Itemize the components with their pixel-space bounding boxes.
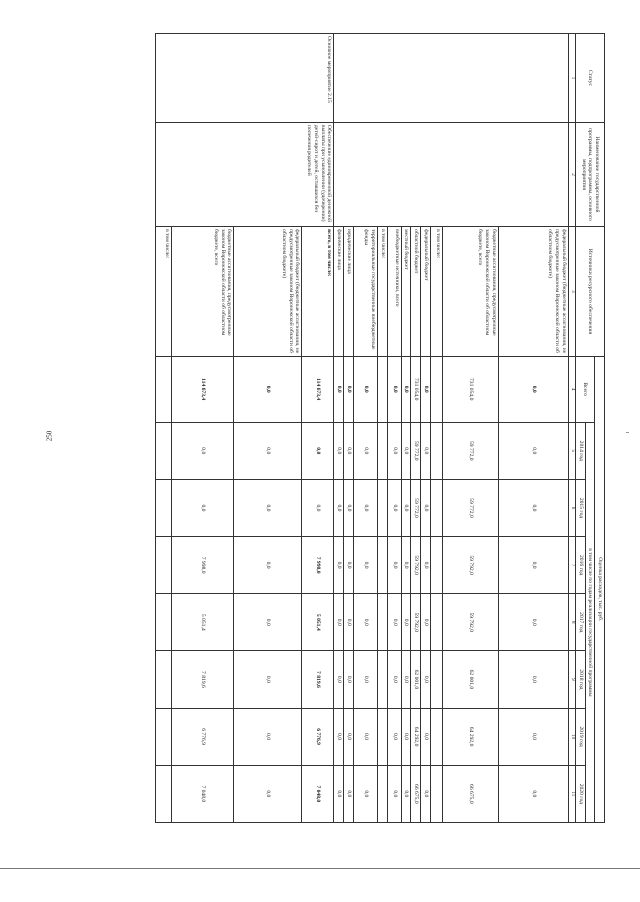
year-value-cell: 0,0 [302,479,334,536]
year-value-cell: 59 792,0 [442,594,498,651]
year-value-cell: 0,0 [498,708,568,765]
year-value-cell: 0,0 [401,651,411,708]
total-cell [156,356,172,422]
source-cell: физические лица [334,227,344,357]
column-number: 8 [568,594,575,651]
year-value-cell: 6 776,9 [172,708,234,765]
scan-mark [626,432,629,433]
year-value-cell: 0,0 [421,765,431,822]
year-value-cell: 0,0 [387,594,401,651]
year-value-cell: 0,0 [353,479,377,536]
year-value-cell: 0,0 [498,594,568,651]
total-cell: 114 673,4 [172,356,234,422]
year-value-cell: 0,0 [172,479,234,536]
source-cell: федеральный бюджет [421,227,431,357]
year-value-cell [430,479,442,536]
header-year: 2020 год [575,765,585,822]
source-cell: бюджетные ассигнования, предусмотренные законом Воронежской области об областном бюджете, всего [172,227,234,357]
year-value-cell: 59 792,0 [442,537,498,594]
column-number: 11 [568,765,575,822]
year-value-cell: 5 051,4 [172,594,234,651]
year-value-cell: 0,0 [401,765,411,822]
year-value-cell: 0,0 [421,537,431,594]
year-value-cell: 0,0 [401,479,411,536]
year-value-cell: 0,0 [498,537,568,594]
year-value-cell: 59 772,0 [411,479,421,536]
year-value-cell: 59 772,0 [442,422,498,479]
year-value-cell: 7 819,6 [172,651,234,708]
year-value-cell: 0,0 [344,651,354,708]
year-value-cell: 0,0 [353,422,377,479]
budget-table [155,33,605,823]
year-value-cell: 0,0 [334,594,344,651]
year-value-cell [377,594,387,651]
year-value-cell: 62 001,0 [411,651,421,708]
year-value-cell: 0,0 [387,651,401,708]
total-cell: 0,0 [344,356,354,422]
column-number: 9 [568,651,575,708]
year-value-cell: 6 776,9 [302,708,334,765]
column-number: 3 [568,227,575,357]
source-cell: в том числе: [430,227,442,357]
year-value-cell: 0,0 [234,651,302,708]
year-value-cell: 0,0 [344,422,354,479]
source-cell: федеральный бюджет (бюджетные ассигнования, не предусмотренные законом Воронежской области об областном бюджете) [234,227,302,357]
year-value-cell: 0,0 [387,479,401,536]
total-cell: 0,0 [387,356,401,422]
total-cell: 114 673,4 [302,356,334,422]
year-value-cell [430,708,442,765]
total-cell [377,356,387,422]
total-cell [430,356,442,422]
year-value-cell: 0,0 [421,422,431,479]
column-number: 2 [568,122,575,226]
status-cell [334,34,569,123]
column-number: 5 [568,422,575,479]
column-number: 7 [568,537,575,594]
total-cell: 0,0 [334,356,344,422]
year-value-cell [377,765,387,822]
rotated-table-wrapper [105,33,605,823]
year-value-cell: 7 048,0 [172,765,234,822]
year-value-cell: 0,0 [344,765,354,822]
year-value-cell: 0,0 [387,765,401,822]
year-value-cell: 0,0 [334,537,344,594]
total-cell: 0,0 [401,356,411,422]
scan-bottom-edge [0,868,640,869]
column-number: 4 [568,356,575,422]
header-year: 2017 год [575,594,585,651]
year-value-cell: 0,0 [334,479,344,536]
header-year: 2018 год [575,651,585,708]
year-value-cell: 0,0 [172,422,234,479]
year-value-cell: 0,0 [334,765,344,822]
year-value-cell [156,479,172,536]
year-value-cell: 59 792,0 [411,537,421,594]
year-value-cell [430,651,442,708]
year-value-cell: 66 675,0 [442,765,498,822]
measure-status-cell: Основное мероприятие 2.15 [156,34,334,123]
measure-name-cell: Обеспечение единовременной денежной выплаты при усыновлении (удочерении) детей-сирот и детей, оставшихся без попечения родителей [156,122,334,226]
year-value-cell: 0,0 [353,765,377,822]
year-value-cell: 66 675,0 [411,765,421,822]
header-status: Статус [575,34,604,123]
year-value-cell: 0,0 [344,479,354,536]
year-value-cell: 0,0 [334,422,344,479]
year-value-cell: 0,0 [344,708,354,765]
year-value-cell: 0,0 [234,422,302,479]
total-cell: 731 054,0 [442,356,498,422]
source-cell: в том числе: [156,227,172,357]
year-value-cell [377,479,387,536]
year-value-cell: 0,0 [344,594,354,651]
year-value-cell [156,651,172,708]
column-number: 1 [568,34,575,123]
year-value-cell: 0,0 [498,651,568,708]
year-value-cell: 7 998,0 [302,537,334,594]
total-cell: 0,0 [498,356,568,422]
year-value-cell: 0,0 [234,594,302,651]
year-value-cell [430,765,442,822]
year-value-cell: 0,0 [498,422,568,479]
year-value-cell: 0,0 [334,708,344,765]
year-value-cell: 0,0 [498,765,568,822]
year-value-cell: 0,0 [421,594,431,651]
year-value-cell [156,765,172,822]
page-number: 250 [45,430,54,442]
total-cell: 0,0 [421,356,431,422]
header-year: 2019 год [575,708,585,765]
year-value-cell: 0,0 [353,537,377,594]
header-estimate: Оценка расходов, тыс. руб. [595,356,605,822]
year-value-cell: 0,0 [234,537,302,594]
year-value-cell: 0,0 [421,651,431,708]
year-value-cell: 0,0 [353,594,377,651]
year-value-cell: 7 048,0 [302,765,334,822]
table-row [498,34,568,823]
year-value-cell: 0,0 [234,708,302,765]
header-name: Наименование государственной программы, подпрограммы, основного мероприятия [575,122,604,226]
year-value-cell: 0,0 [353,708,377,765]
source-cell: внебюджетные источники, всего [387,227,401,357]
year-value-cell: 0,0 [234,479,302,536]
year-value-cell [430,594,442,651]
year-value-cell: 59 792,0 [411,594,421,651]
year-value-cell: 7 819,6 [302,651,334,708]
year-value-cell: 0,0 [421,708,431,765]
year-value-cell: 0,0 [334,651,344,708]
year-value-cell [377,537,387,594]
year-value-cell: 0,0 [234,765,302,822]
header-year: 2014 год [575,422,585,479]
year-value-cell: 0,0 [498,479,568,536]
year-value-cell [156,537,172,594]
year-value-cell [377,651,387,708]
year-value-cell: 0,0 [302,422,334,479]
column-number: 10 [568,708,575,765]
year-value-cell: 0,0 [353,651,377,708]
year-value-cell: 0,0 [401,594,411,651]
year-value-cell: 7 998,0 [172,537,234,594]
year-value-cell: 0,0 [421,479,431,536]
year-value-cell: 5 051,4 [302,594,334,651]
header-year: 2016 год [575,537,585,594]
year-value-cell: 59 772,0 [442,479,498,536]
year-value-cell [156,594,172,651]
year-value-cell: 0,0 [401,422,411,479]
year-value-cell: 0,0 [387,708,401,765]
total-cell: 0,0 [234,356,302,422]
table-row [302,34,334,823]
year-value-cell [430,422,442,479]
total-cell: 731 054,0 [411,356,421,422]
source-cell: областной бюджет [411,227,421,357]
source-cell: местный бюджет [401,227,411,357]
source-cell: территориальные государственные внебюджетные фонды [353,227,377,357]
header-row [595,34,605,823]
name-cell [334,122,569,226]
year-value-cell: 59 772,0 [411,422,421,479]
year-value-cell: 0,0 [401,708,411,765]
header-year: 2015 год [575,479,585,536]
year-value-cell [156,708,172,765]
year-value-cell: 0,0 [387,537,401,594]
year-value-cell: 64 292,0 [442,708,498,765]
year-value-cell: 64 292,0 [411,708,421,765]
column-numbers-row [568,34,575,823]
year-value-cell: 0,0 [401,537,411,594]
source-cell: в том числе: [377,227,387,357]
source-cell: всего, в том числе: [302,227,334,357]
year-value-cell: 62 001,0 [442,651,498,708]
source-cell: юридические лица [344,227,354,357]
column-number: 6 [568,479,575,536]
year-value-cell [377,422,387,479]
year-value-cell [430,537,442,594]
total-cell: 0,0 [353,356,377,422]
header-source: Источники ресурсного обеспечения [575,227,604,357]
year-value-cell: 0,0 [387,422,401,479]
source-cell: бюджетные ассигнования, предусмотренные законом Воронежской области об областном бюджете, всего [442,227,498,357]
year-value-cell: 0,0 [344,537,354,594]
year-value-cell [156,422,172,479]
year-value-cell [377,708,387,765]
header-by-years: в том числе по годам реализации государственной программы [585,422,595,822]
source-cell: федеральный бюджет (бюджетные ассигнования, не предусмотренные законом Воронежской области об областном бюджете) [498,227,568,357]
header-total: Всего [575,356,594,422]
